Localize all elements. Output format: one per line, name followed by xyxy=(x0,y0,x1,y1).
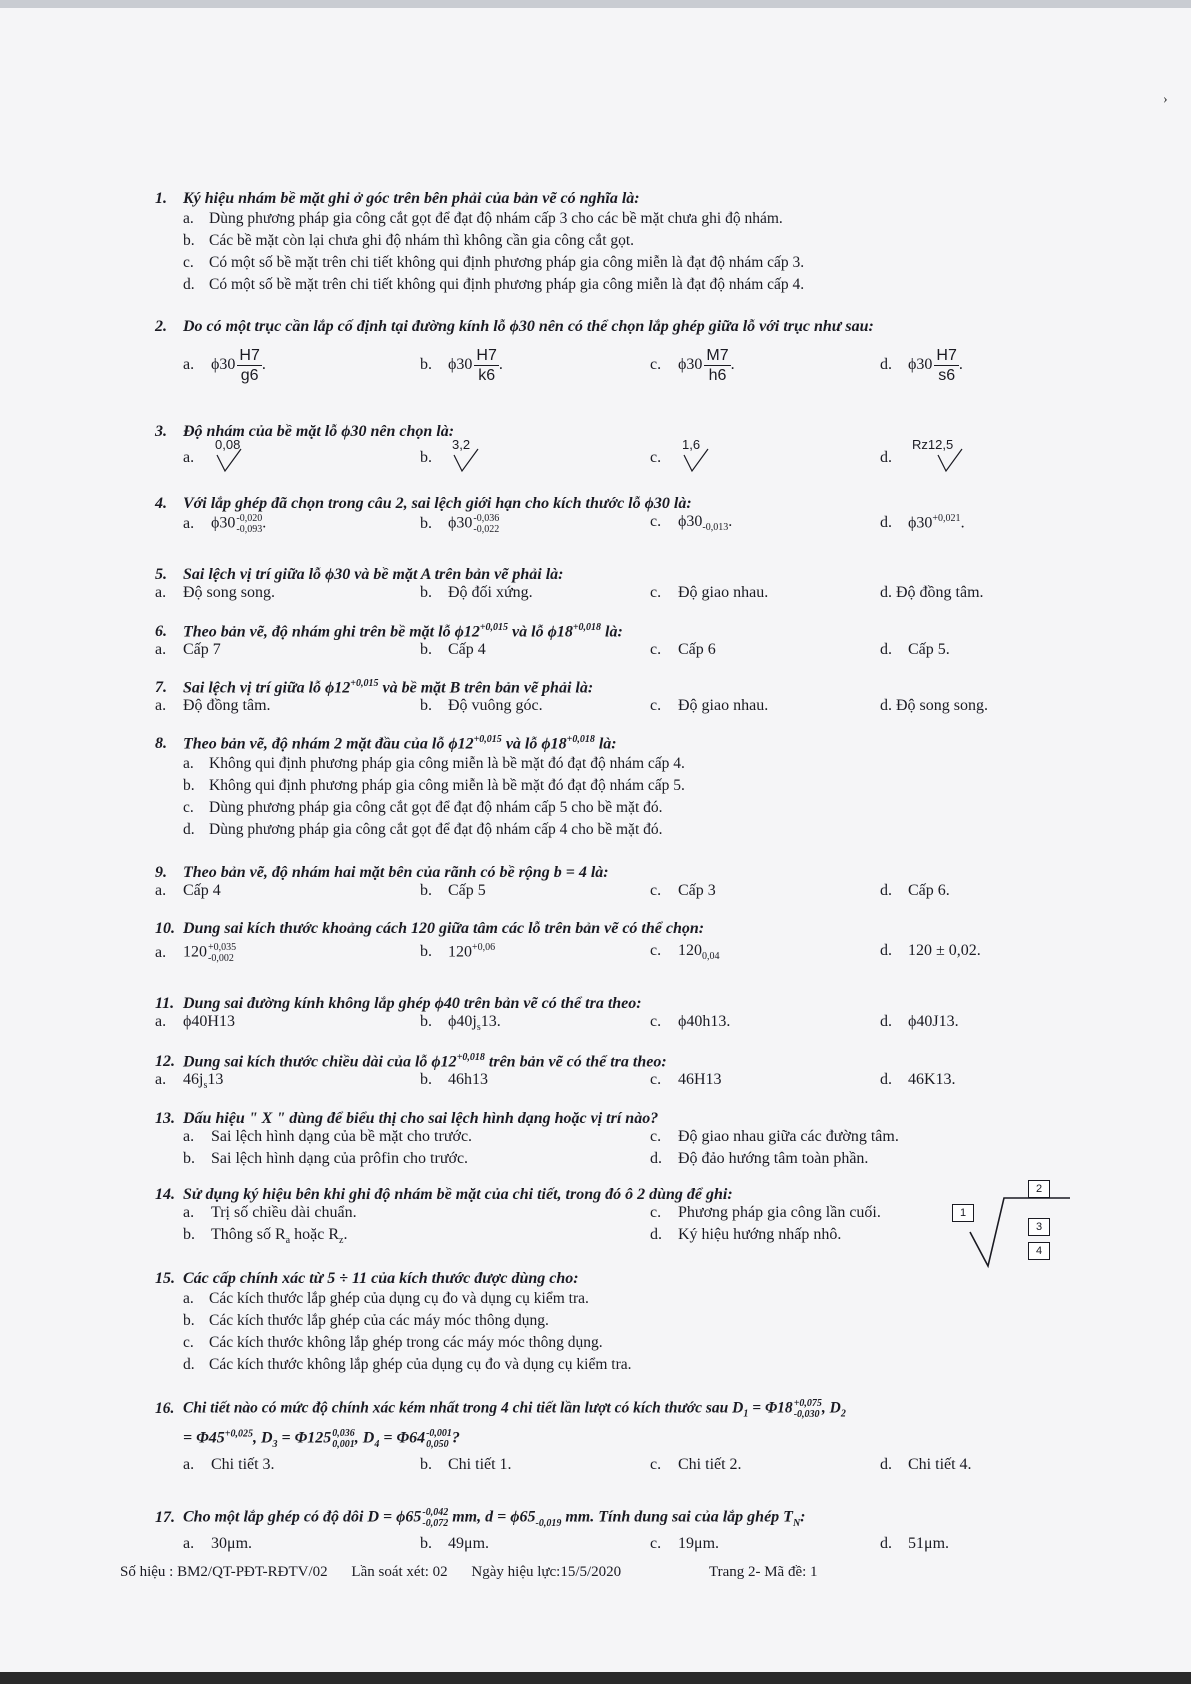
option-a[interactable]: a. $46j_s13$ xyxy=(155,1071,224,1092)
question-14 xyxy=(155,1186,1075,1248)
option-d[interactable]: d. ϕ30 $\frac{H7}{s6}$ . xyxy=(880,347,963,384)
question-13 xyxy=(155,1110,1075,1172)
option-b[interactable]: b. Sai lệch hình dạng của prôfin cho trước. xyxy=(183,1150,469,1167)
options xyxy=(155,346,1075,400)
option-b[interactable]: b. $\phi 40j_s13$. xyxy=(420,1013,501,1034)
option-a[interactable]: a. ϕ30 $\frac{H7}{g6}$ . xyxy=(183,347,266,384)
question-text: 9. Theo bản vẽ, độ nhám hai mặt bên của rãnh có bề rộng b = 4 là: xyxy=(155,864,609,881)
options xyxy=(155,1150,1075,1172)
option-d[interactable]: d. Độ đảo hướng tâm toàn phần. xyxy=(650,1150,869,1167)
question-text: 16. Chi tiết nào có mức độ chính xác kém nhất trong 4 chi tiết lần lượt có kích thước sau $D_1 = \Phi 18$ +0,075 -0,030 , $D_2$ xyxy=(155,1398,846,1420)
question-text: 13. Dấu hiệu " X " dùng để biểu thị cho sai lệch hình dạng hoặc vị trí nào? xyxy=(155,1110,659,1127)
option-b[interactable]: b. 46h13 xyxy=(420,1071,488,1089)
question-text: 8. Theo bản vẽ, độ nhám 2 mặt đầu của lỗ $\phi 12^{+0,015}$ và lỗ $\phi 18^{+0,018}$ là: xyxy=(155,734,617,753)
option-a[interactable]: a. ϕ30 -0,020 -0,093 . xyxy=(183,513,267,535)
option-d[interactable]: d. 51μm. xyxy=(880,1535,950,1552)
option-d[interactable]: d. 120 ± 0,02. xyxy=(880,942,981,959)
page-number: Trang 2- Mã đề: 1 xyxy=(708,1564,818,1580)
option-a[interactable]: a. Trị số chiều dài chuẩn. xyxy=(183,1204,357,1221)
question-4 xyxy=(155,495,1075,541)
options xyxy=(155,942,1075,974)
option-c[interactable]: c. Có một số bề mặt trên chi tiết không qui định phương pháp gia công miễn là đạt độ nhám cấp 3. xyxy=(183,254,805,271)
options xyxy=(155,882,1075,906)
page-footer xyxy=(120,1564,1020,1581)
option-c[interactable]: c. Độ giao nhau. xyxy=(650,697,769,715)
option-b[interactable]: b. Chi tiết 1. xyxy=(420,1456,512,1473)
options xyxy=(155,1535,1075,1559)
option-b[interactable]: b. Độ đối xứng. xyxy=(420,584,533,601)
option-d[interactable]: d. Độ đồng tâm. xyxy=(880,584,984,601)
option-a[interactable]: a. Các kích thước lắp ghép của dụng cụ đo và dụng cụ kiểm tra. xyxy=(183,1290,589,1307)
box-3: 3 xyxy=(1028,1218,1050,1236)
question-11 xyxy=(155,995,1075,1037)
roughness-symbol: 3,2 xyxy=(448,441,508,475)
option-d[interactable]: d. Ký hiệu hướng nhấp nhô. xyxy=(650,1226,842,1243)
option-c[interactable]: c. Cấp 6 xyxy=(650,641,716,659)
option-c[interactable]: c. 19μm. xyxy=(650,1535,720,1552)
question-17 xyxy=(155,1507,1075,1559)
option-a[interactable]: a. Cấp 7 xyxy=(155,641,221,659)
option-b[interactable]: b. 3,2 xyxy=(420,441,508,475)
option-a[interactable]: a. 120 +0,035 -0,002 xyxy=(155,942,237,964)
option-b[interactable]: b. Độ vuông góc. xyxy=(420,697,543,715)
option-d[interactable]: d. Chi tiết 4. xyxy=(880,1456,972,1473)
option-a[interactable]: a. Không qui định phương pháp gia công miễn là bề mặt đó đạt độ nhám cấp 4. xyxy=(183,755,685,773)
question-text: 17. Cho một lắp ghép có độ dôi D = ϕ65 -0,042 -0,072 mm, $d = \phi 65_{-0,019}$ mm. Tính dung sai của lắp ghép $T_N$: xyxy=(155,1507,806,1529)
option-b[interactable]: b. Thông số $R_a$ hoặc $R_z$. xyxy=(183,1226,348,1247)
question-text: 4. Với lắp ghép đã chọn trong câu 2, sai lệch giới hạn cho kích thước lỗ ϕ30 là: xyxy=(155,495,692,512)
option-a[interactable]: a. Dùng phương pháp gia công cắt gọt để đạt độ nhám cấp 3 cho các bề mặt chưa ghi độ nhám. xyxy=(183,210,783,227)
scan-mark: › xyxy=(1163,92,1168,107)
question-15 xyxy=(155,1270,1075,1376)
options xyxy=(155,1071,1075,1095)
question-7 xyxy=(155,678,1075,721)
option-b[interactable]: b. Không qui định phương pháp gia công miễn là bề mặt đó đạt độ nhám cấp 5. xyxy=(183,777,685,795)
question-2 xyxy=(155,318,1075,400)
option-d[interactable]: d. Có một số bề mặt trên chi tiết không qui định phương pháp gia công miễn là đạt độ nhám cấp 4. xyxy=(183,276,805,293)
question-10 xyxy=(155,920,1075,974)
options xyxy=(155,697,1075,721)
option-c[interactable]: c. ϕ40h13. xyxy=(650,1013,731,1030)
option-d[interactable]: d. ϕ40J13. xyxy=(880,1013,959,1030)
option-a[interactable]: a. Chi tiết 3. xyxy=(183,1456,275,1473)
question-8 xyxy=(155,734,1075,841)
options xyxy=(155,513,1075,541)
box-1: 1 xyxy=(952,1204,974,1222)
option-d[interactable]: d. Dùng phương pháp gia công cắt gọt để đạt độ nhám cấp 4 cho bề mặt đó. xyxy=(183,821,663,839)
question-3 xyxy=(155,423,1075,481)
revision: Lần soát xét: 02 xyxy=(351,1564,448,1580)
box-2: 2 xyxy=(1028,1180,1050,1198)
options xyxy=(155,584,1075,608)
question-text: 1. Ký hiệu nhám bề mặt ghi ở góc trên bên phải của bản vẽ có nghĩa là: xyxy=(155,190,640,207)
option-d[interactable]: d. $\phi 30^{+0,021}$. xyxy=(880,513,965,532)
option-c[interactable]: c. 1,6 xyxy=(650,441,738,475)
option-c[interactable]: c. Cấp 3 xyxy=(650,882,716,899)
question-12 xyxy=(155,1052,1075,1095)
question-9 xyxy=(155,864,1075,906)
option-d[interactable]: d. Rz12,5 xyxy=(880,441,978,475)
roughness-symbol: 0,08 xyxy=(211,441,271,475)
option-d[interactable]: d. Cấp 6. xyxy=(880,882,950,899)
option-d[interactable]: d. Các kích thước không lắp ghép của dụng cụ đo và dụng cụ kiểm tra. xyxy=(183,1356,632,1373)
question-16 xyxy=(155,1398,1075,1480)
option-a[interactable]: a. Sai lệch hình dạng của bề mặt cho trước. xyxy=(183,1128,473,1145)
question-text: 7. Sai lệch vị trí giữa lỗ $\phi 12^{+0,015}$ và bề mặt B trên bản vẽ phải là: xyxy=(155,678,594,697)
option-c[interactable]: c. Độ giao nhau. xyxy=(650,584,769,601)
option-a[interactable]: a. Độ đồng tâm. xyxy=(155,697,271,715)
question-text: 11. Dung sai đường kính không lắp ghép ϕ40 trên bản vẽ có thể tra theo: xyxy=(155,995,642,1012)
option-a[interactable]: a. 0,08 xyxy=(183,441,271,475)
options xyxy=(155,1204,1075,1226)
question-text: 3. Độ nhám của bề mặt lỗ ϕ30 nên chọn là: xyxy=(155,423,455,440)
option-c[interactable]: c. Dùng phương pháp gia công cắt gọt để đạt độ nhám cấp 5 cho bề mặt đó. xyxy=(183,799,663,817)
options xyxy=(155,1013,1075,1037)
question-text-cont: = $\Phi 45^{+0,025}$, $D_3 = \Phi 125$ 0,036 0,001 , $D_4 = \Phi 64$ -0,001 0,050 ? xyxy=(183,1428,460,1450)
question-text: 14. Sử dụng ký hiệu bên khi ghi độ nhám bề mặt của chi tiết, trong đó ô 2 dùng để ghi: xyxy=(155,1186,733,1203)
roughness-diagram xyxy=(952,1180,1072,1270)
doc-code: Số hiệu : BM2/QT-PĐT-RĐTV/02 xyxy=(120,1564,328,1580)
option-d[interactable]: d. Độ song song. xyxy=(880,697,989,715)
roughness-symbol: 1,6 xyxy=(678,441,738,475)
option-b[interactable]: b. $120^{+0,06}$ xyxy=(420,942,496,961)
question-text: 5. Sai lệch vị trí giữa lỗ ϕ30 và bề mặt A trên bản vẽ phải là: xyxy=(155,566,564,583)
box-4: 4 xyxy=(1028,1242,1050,1260)
option-c[interactable]: c. 46H13 xyxy=(650,1071,722,1089)
option-b[interactable]: b. Các kích thước lắp ghép của các máy móc thông dụng. xyxy=(183,1312,549,1329)
option-b[interactable]: b. Cấp 4 xyxy=(420,641,486,659)
option-d[interactable]: d. 46K13. xyxy=(880,1071,956,1089)
option-c[interactable]: c. Phương pháp gia công lần cuối. xyxy=(650,1204,881,1221)
option-c[interactable]: c. Chi tiết 2. xyxy=(650,1456,742,1473)
question-text: 15. Các cấp chính xác từ 5 ÷ 11 của kích thước được dùng cho: xyxy=(155,1270,579,1287)
option-a[interactable]: a. Cấp 4 xyxy=(155,882,221,899)
option-c[interactable]: c. $120_{0,04}$ xyxy=(650,942,720,963)
option-d[interactable]: d. Cấp 5. xyxy=(880,641,950,659)
roughness-check-icon xyxy=(952,1180,1072,1270)
option-b[interactable]: b. Cấp 5 xyxy=(420,882,486,899)
options xyxy=(155,1456,1075,1480)
option-b[interactable]: b. Các bề mặt còn lại chưa ghi độ nhám thì không cần gia công cắt gọt. xyxy=(183,232,635,249)
option-c[interactable]: c. $\phi 30_{-0,013}$. xyxy=(650,513,733,534)
option-c[interactable]: c. Các kích thước không lắp ghép trong các máy móc thông dụng. xyxy=(183,1334,603,1351)
option-a[interactable]: a. ϕ40H13 xyxy=(155,1013,235,1030)
effective-date: Ngày hiệu lực:15/5/2020 xyxy=(471,1564,622,1580)
question-text: 6. Theo bản vẽ, độ nhám ghi trên bề mặt lỗ $\phi 12^{+0,015}$ và lỗ $\phi 18^{+0,018}$ là: xyxy=(155,622,623,641)
roughness-symbol: Rz12,5 xyxy=(908,441,978,475)
options xyxy=(155,1128,1075,1150)
question-text: 2. Do có một trục cần lắp cố định tại đường kính lỗ ϕ30 nên có thể chọn lắp ghép giữa lỗ với trục như sau: xyxy=(155,318,874,335)
question-text: 12. Dung sai kích thước chiều dài của lỗ $\phi 12^{+0,018}$ trên bản vẽ có thể tra theo: xyxy=(155,1052,667,1071)
options xyxy=(155,437,1075,481)
question-1 xyxy=(155,190,1075,296)
option-b[interactable]: b. 49μm. xyxy=(420,1535,490,1552)
question-5 xyxy=(155,566,1075,608)
options xyxy=(155,1226,1075,1248)
option-b[interactable]: b. ϕ30 -0,036 -0,022 xyxy=(420,513,500,535)
scan-bottom-edge xyxy=(0,1672,1191,1684)
option-c[interactable]: c. Độ giao nhau giữa các đường tâm. xyxy=(650,1128,899,1145)
option-a[interactable]: a. 30μm. xyxy=(183,1535,253,1552)
question-6 xyxy=(155,622,1075,665)
options xyxy=(155,641,1075,665)
option-b[interactable]: b. ϕ30 $\frac{H7}{k6}$ . xyxy=(420,347,503,384)
option-a[interactable]: a. Độ song song. xyxy=(155,584,276,601)
option-c[interactable]: c. ϕ30 $\frac{M7}{h6}$ . xyxy=(650,347,735,384)
question-text: 10. Dung sai kích thước khoảng cách 120 giữa tâm các lỗ trên bản vẽ có thể chọn: xyxy=(155,920,705,937)
